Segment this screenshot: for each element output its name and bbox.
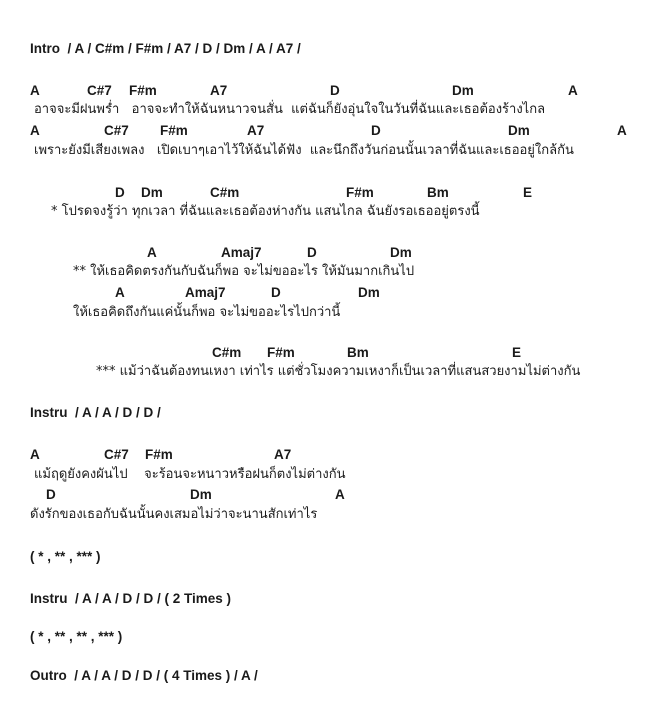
chord: E — [512, 345, 522, 360]
chord: A — [335, 487, 345, 502]
chord: A — [30, 123, 40, 138]
chord: A — [568, 83, 578, 98]
chord: F#m — [160, 123, 188, 138]
lyric-line: ดังรักของเธอกับฉันนั้นคงเสมอไม่ว่าจะนานสักเท่าไร — [30, 507, 318, 522]
instrumental-line: Instru / A / A / D / D / — [30, 405, 161, 420]
chord: A7 — [247, 123, 265, 138]
chord: D — [46, 487, 56, 502]
chord: Amaj7 — [221, 245, 262, 260]
intro-line: Intro / A / C#m / F#m / A7 / D / Dm / A / A7 / — [30, 41, 301, 56]
lyric-line: *** แม้ว่าฉันต้องทนเหงา เท่าไร แต่ชั่วโมงความเหงาก็เป็นเวลาที่แสนสวยงามไม่ต่างกัน — [96, 364, 581, 379]
chord: Dm — [358, 285, 380, 300]
chord: D — [371, 123, 381, 138]
lyric-line: ** ให้เธอคิดตรงกันกับฉันก็พอ จะไม่ขออะไร ให้มันมากเกินไป — [73, 264, 415, 279]
chord: A — [30, 447, 40, 462]
instrumental-line: Instru / A / A / D / D / ( 2 Times ) — [30, 591, 232, 606]
chord: D — [271, 285, 281, 300]
chord: F#m — [267, 345, 295, 360]
chord: A — [30, 83, 40, 98]
chord: Amaj7 — [185, 285, 226, 300]
chord: F#m — [129, 83, 157, 98]
chord: F#m — [145, 447, 173, 462]
chord: C#m — [212, 345, 242, 360]
chord: D — [307, 245, 317, 260]
chord: Bm — [427, 185, 449, 200]
lyric-line: แม้ฤดูยังคงผันไป จะร้อนจะหนาวหรือฝนก็ตงไม่ต่างกัน — [34, 467, 346, 482]
chord: C#7 — [87, 83, 112, 98]
repeat-marker: ( * , ** , *** ) — [30, 549, 101, 564]
chord: C#7 — [104, 447, 129, 462]
chord: A — [617, 123, 627, 138]
chord: C#7 — [104, 123, 129, 138]
lyric-line: * โปรดจงรู้ว่า ทุกเวลา ที่ฉันและเธอต้องห่างกัน แสนไกล ฉันยังรอเธออยู่ตรงนี้ — [51, 204, 480, 219]
chord: D — [115, 185, 125, 200]
chord: Dm — [390, 245, 412, 260]
chord: Dm — [141, 185, 163, 200]
chord: Dm — [508, 123, 530, 138]
chord: Dm — [452, 83, 474, 98]
chord: A7 — [210, 83, 228, 98]
lyric-line: อาจจะมีฝนพร่ำ อาจจะทำให้ฉันหนาวจนสั่น แต่ฉันก็ยังอุ่นใจในวันที่ฉันและเธอต้องร้างไกล — [34, 102, 546, 117]
chord: A7 — [274, 447, 292, 462]
repeat-marker: ( * , ** , ** , *** ) — [30, 629, 123, 644]
chord: Bm — [347, 345, 369, 360]
chord: Dm — [190, 487, 212, 502]
lyric-line: ให้เธอคิดถึงกันแค่นั้นก็พอ จะไม่ขออะไรไปกว่านี้ — [73, 305, 341, 320]
lyric-line: เพราะยังมีเสียงเพลง เปิดเบาๆเอาไว้ให้ฉันได้ฟัง และนึกถึงวันก่อนนั้นเวลาที่ฉันและเธออยู่ใกล้กัน — [34, 143, 574, 158]
chord: A — [147, 245, 157, 260]
chord: F#m — [346, 185, 374, 200]
chord: C#m — [210, 185, 240, 200]
outro-line: Outro / A / A / D / D / ( 4 Times ) / A / — [30, 668, 258, 683]
chord: E — [523, 185, 533, 200]
chord: A — [115, 285, 125, 300]
chord: D — [330, 83, 340, 98]
